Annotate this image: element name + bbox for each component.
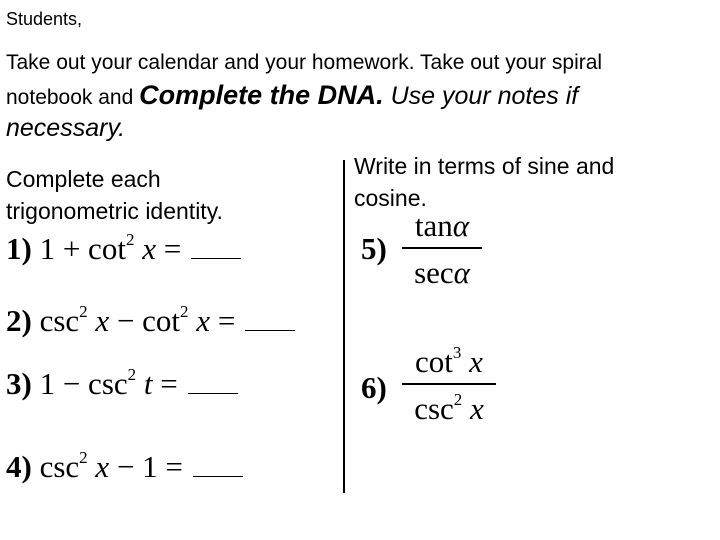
answer-blank — [193, 476, 243, 477]
numerator: $\cot^3 x$ — [415, 343, 483, 379]
problem-number: 3) — [6, 366, 32, 401]
problem-number: 1) — [6, 231, 32, 266]
right-instruction-line-1: Write in terms of sine and — [354, 153, 615, 179]
problem-2 — [6, 302, 295, 338]
answer-blank — [188, 393, 238, 394]
instructions-line-2-suffix: Use your notes if — [383, 82, 579, 110]
exponent: 2 — [79, 302, 88, 321]
problem-number: 4) — [6, 449, 32, 484]
problem-6-fraction — [402, 343, 496, 426]
problem-lhs: csc — [39, 449, 80, 484]
greeting: Students, — [6, 9, 83, 29]
problem-4 — [6, 448, 243, 484]
problem-5-number: 5) — [361, 231, 387, 266]
denominator: secα — [414, 254, 470, 290]
left-instruction-line-2: trigonometric identity. — [6, 198, 223, 224]
right-instruction-line-2: cosine. — [354, 185, 427, 211]
problem-lhs: 1 + cot — [39, 231, 126, 266]
instructions-line-2-prefix: notebook and — [6, 86, 140, 109]
minus-term: − cot — [109, 303, 181, 338]
problem-3 — [6, 365, 238, 401]
problem-lhs: 1 − csc — [39, 366, 128, 401]
variable: x — [142, 231, 156, 266]
denominator: $\csc^2 x$ — [414, 389, 484, 426]
exponent: 2 — [180, 302, 189, 321]
numerator: tanα — [414, 208, 470, 243]
variable: t — [143, 366, 153, 401]
problem-lhs: csc — [39, 303, 80, 338]
column-divider — [343, 160, 345, 493]
equals: = — [157, 449, 191, 484]
minus-term: − 1 — [109, 449, 158, 484]
answer-blank — [191, 258, 241, 259]
variable: x — [95, 449, 110, 484]
exponent: 2 — [127, 365, 137, 384]
fraction-bar — [402, 247, 482, 249]
equals: = — [155, 231, 189, 266]
problem-1 — [6, 230, 241, 266]
instructions-line-2 — [6, 80, 578, 111]
instructions-line-3: necessary. — [6, 114, 126, 142]
equals: = — [210, 303, 244, 338]
instructions-line-1: Take out your calendar and your homework. Take out your spiral — [6, 51, 603, 74]
problem-number: 2) — [6, 303, 32, 338]
variable: x — [196, 303, 211, 338]
problem-5-fraction — [402, 210, 482, 288]
exponent: 2 — [79, 448, 88, 467]
dna-emphasis: Complete the DNA. — [139, 80, 384, 110]
problem-6-number: 6) — [361, 370, 387, 405]
answer-blank — [245, 330, 295, 331]
variable: x — [95, 303, 110, 338]
exponent: 2 — [125, 230, 135, 249]
fraction-bar — [402, 383, 496, 385]
left-instruction-line-1: Complete each — [6, 166, 161, 192]
equals: = — [152, 366, 186, 401]
